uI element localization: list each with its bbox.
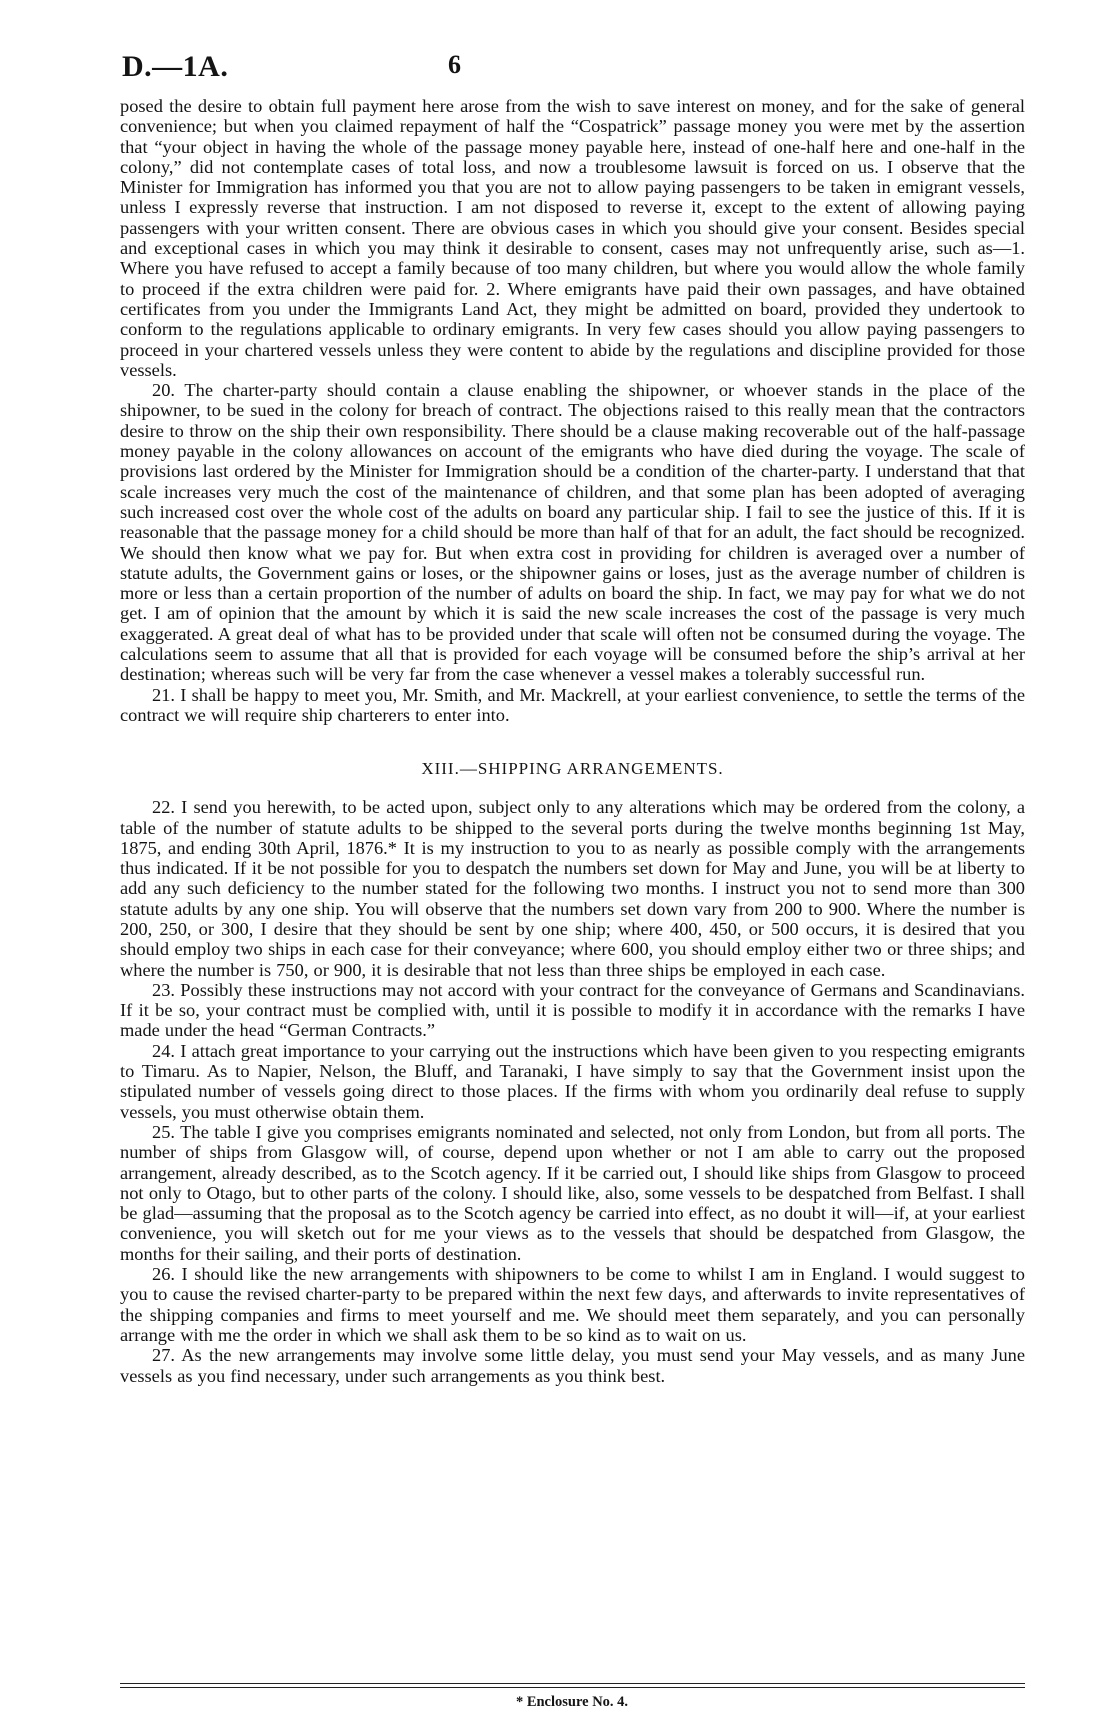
paragraph-22: 22. I send you herewith, to be acted upon, subject only to any alterations which may be ordered from the colony, a table of the number of statute adults to be shipped to the several ports during the twelve months beginning 1st May, 1875, and ending 30th April, 1876.* It is my instruction to you to as nearly as possible comply with the arrangements thus indicated. If it be not possible for you to despatch the numbers set down for May and June, you will be at liberty to add any such deficiency to the number stated for the following two months. I instruct you not to send more than 300 statute adults by any one ship. You will observe that the numbers set down vary from 200 to 900. Where the number is 200, 250, or 300, I desire that they should be sent by one ship; where 400, 450, or 500 occurs, it is desired that you should employ two ships in each case for their conveyance; where 600, you should employ either two or three ships; and where the number is 750, or 900, it is desirable that not less than three ships be employed in each case.: [120, 797, 1025, 980]
paragraph-24: 24. I attach great importance to your carrying out the instructions which have been given to you respecting emigrants to Timaru. As to Napier, Nelson, the Bluff, and Taranaki, I have simply to say that the Government insist upon the stipulated number of vessels going direct to those places. If the firms with whom you ordinarily deal refuse to supply vessels, you must otherwise obtain them.: [120, 1040, 1025, 1122]
footnote: * Enclosure No. 4.: [515, 1694, 629, 1710]
paragraph-23: 23. Possibly these instructions may not accord with your contract for the conveyance of Germans and Scandinavians. If it be so, your contract must be complied with, until it is possible to modify it in accordance with the remarks I have made under the head “German Contracts.”: [120, 979, 1025, 1041]
footnote-divider: [120, 1683, 1025, 1684]
footnote-divider-thin: [120, 1687, 1025, 1688]
body-text: [120, 96, 1025, 1386]
paragraph-26: 26. I should like the new arrangements with shipowners to be come to whilst I am in England. I would suggest to you to cause the revised charter-party to be prepared within the next few days, and afterwards to invite representatives of the shipping companies and firms to meet yourself and me. We should meet them separately, and you can personally arrange with me the order in which we shall ask them to be so kind as to wait on us.: [120, 1264, 1025, 1345]
paragraph-19-continued: posed the desire to obtain full payment here arose from the wish to save interest on money, and for the sake of general convenience; but when you claimed repayment of half the “Cospatrick” passage money you were met by the assertion that “your object in having the whole of the passage money payable here, instead of one-half here and one-half in the colony,” did not contemplate cases of total loss, and now a troublesome lawsuit is forced on us. I observe that the Minister for Immigration has informed you that you are not to allow paying passengers to be taken in emigrant vessels, unless I expressly reverse that instruction. I am not disposed to reverse it, except to the extent of allowing paying passengers with your written consent. There are obvious cases in which you should give your consent. Besides special and exceptional cases in which you may think it desirable to consent, cases may not unfrequently arise, such as—1. Where you have refused to accept a family because of too many children, but where you would allow the whole family to proceed if the extra children were paid for. 2. Where emigrants have paid their own passages, and have obtained certificates from you under the Immigrants Land Act, they might be admitted on board, provided they undertook to conform to the regulations applicable to ordinary emigrants. In very few cases should you allow paying passengers to proceed in your chartered vessels unless they were content to abide by the regulations and discipline provided for those vessels.: [120, 96, 1025, 380]
paragraph-20: 20. The charter-party should contain a clause enabling the shipowner, or whoever stands in the place of the shipowner, to be sued in the colony for breach of contract. The objections raised to this really mean that the contractors desire to throw on the ship their own responsibility. There should be a clause making recoverable out of the half-passage money payable in the colony allowances on account of the emigrants who have died during the voyage. The scale of provisions last ordered by the Minister for Immigration should be a condition of the charter-party. I understand that that scale increases very much the cost of the maintenance of children, and that some plan has been adopted of averaging such increased cost over the whole cost of the adults on board any particular ship. I fail to see the justice of this. If it is reasonable that the passage money for a child should be more than half of that for an adult, the fact should be recognized. We should then know what we pay for. But when extra cost in providing for children is averaged over a number of statute adults, the Government gains or loses, or the shipowner gains or loses, just as the average number of children is more or less than a certain proportion of the number of adults on board the ship. In fact, we may pay for what we do not get. I am of opinion that the amount by which it is said the new scale increases the cost of the passage is very much exaggerated. A great deal of what has to be provided under that scale will often not be consumed during the voyage. The calculations seem to assume that all that is provided for each voyage will be consumed before the ship’s arrival at her destination; whereas such will be very far from the case whenever a vessel makes a tolerably successful run.: [120, 380, 1025, 685]
page-header: [122, 50, 1027, 90]
document-reference: D.—1A.: [122, 50, 229, 83]
paragraph-21: 21. I shall be happy to meet you, Mr. Smith, and Mr. Mackrell, at your earliest convenience, to settle the terms of the contract we will require ship charterers to enter into.: [120, 684, 1025, 725]
paragraph-25: 25. The table I give you comprises emigrants nominated and selected, not only from London, but from all ports. The number of ships from Glasgow will, of course, depend upon whether or not I am able to carry out the proposed arrangement, already described, as to the Scotch agency. If it be carried out, I should like ships from Glasgow to proceed not only to Otago, but to other parts of the colony. I should like, also, some vessels to be despatched from Belfast. I shall be glad—assuming that the proposal as to the Scotch agency be carried into effect, as no doubt it will—if, at your earliest convenience, you will sketch out for me your views as to the vessels that should be despatched from Glasgow, the months for their sailing, and their ports of destination.: [120, 1121, 1025, 1264]
paragraph-27: 27. As the new arrangements may involve some little delay, you must send your May vessels, and as many June vessels as you find necessary, under such arrangements as you think best.: [120, 1345, 1025, 1386]
section-heading: XIII.—SHIPPING ARRANGEMENTS.: [421, 759, 724, 779]
page-number: 6: [448, 50, 461, 79]
